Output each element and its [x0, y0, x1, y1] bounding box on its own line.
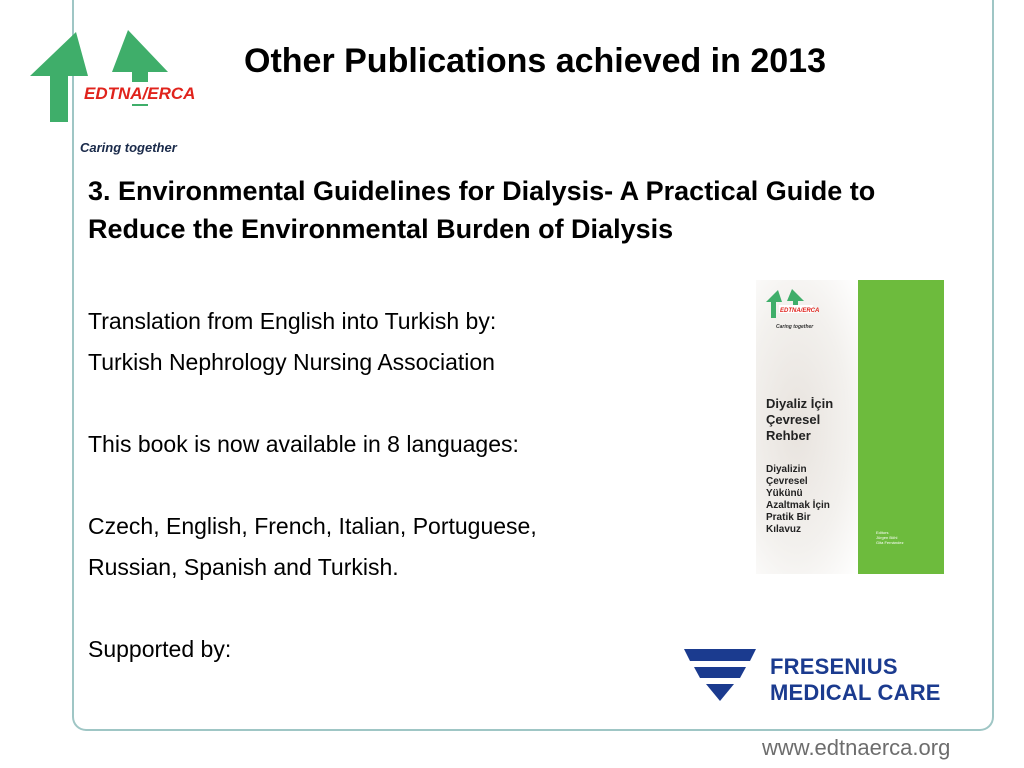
languages-intro: This book is now available in 8 languages:	[88, 431, 519, 457]
cover-subtitle-line: Kılavuz	[766, 524, 802, 535]
footer-url: www.edtnaerca.org	[762, 735, 951, 760]
logo-text: EDTNA/ERCA	[84, 84, 196, 103]
languages-list-1: Czech, English, French, Italian, Portuguese,	[88, 513, 537, 539]
cover-logo-icon	[764, 288, 820, 320]
cover-title-line: Çevresel	[766, 412, 821, 427]
publication-heading: 3. Environmental Guidelines for Dialysis- A Practical Guide to Reduce the Environmental Burden of Dialysis	[88, 176, 876, 244]
cover-editors-line: Jürgen Böhl	[876, 535, 898, 540]
cover-subtitle-line: Yükünü	[766, 488, 803, 499]
cover-editors-line: Gita Fernández	[876, 540, 904, 545]
cover-subtitle-line: Diyalizin	[766, 464, 807, 475]
cover-subtitle	[766, 464, 830, 536]
edtna-erca-logo	[28, 26, 208, 126]
fresenius-logo-text	[770, 654, 941, 706]
cover-editors-line: Editors	[876, 530, 889, 535]
logo-tagline: Caring together	[80, 140, 177, 155]
cover-editors	[876, 530, 904, 545]
cover-subtitle-line: Çevresel	[766, 476, 808, 487]
cover-title	[766, 396, 833, 444]
cover-title-line: Diyaliz İçin	[766, 396, 834, 411]
cover-title-line: Rehber	[766, 428, 811, 443]
fresenius-icon	[682, 645, 758, 705]
translator-line: Turkish Nephrology Nursing Association	[88, 349, 495, 375]
book-cover-image	[756, 280, 944, 574]
sponsor-line-1: FRESENIUS	[770, 654, 898, 679]
cover-tagline: Caring together	[776, 324, 814, 330]
translation-line: Translation from English into Turkish by:	[88, 308, 497, 334]
sponsor-line-2: MEDICAL CARE	[770, 680, 941, 705]
cover-subtitle-line: Azaltmak İçin	[766, 500, 830, 511]
cover-subtitle-line: Pratik Bir	[766, 512, 811, 523]
cover-logo-text: EDTNA/ERCA	[780, 308, 820, 314]
supported-by: Supported by:	[88, 636, 232, 662]
languages-list-2: Russian, Spanish and Turkish.	[88, 554, 399, 580]
slide-title: Other Publications achieved in 2013	[244, 42, 826, 80]
